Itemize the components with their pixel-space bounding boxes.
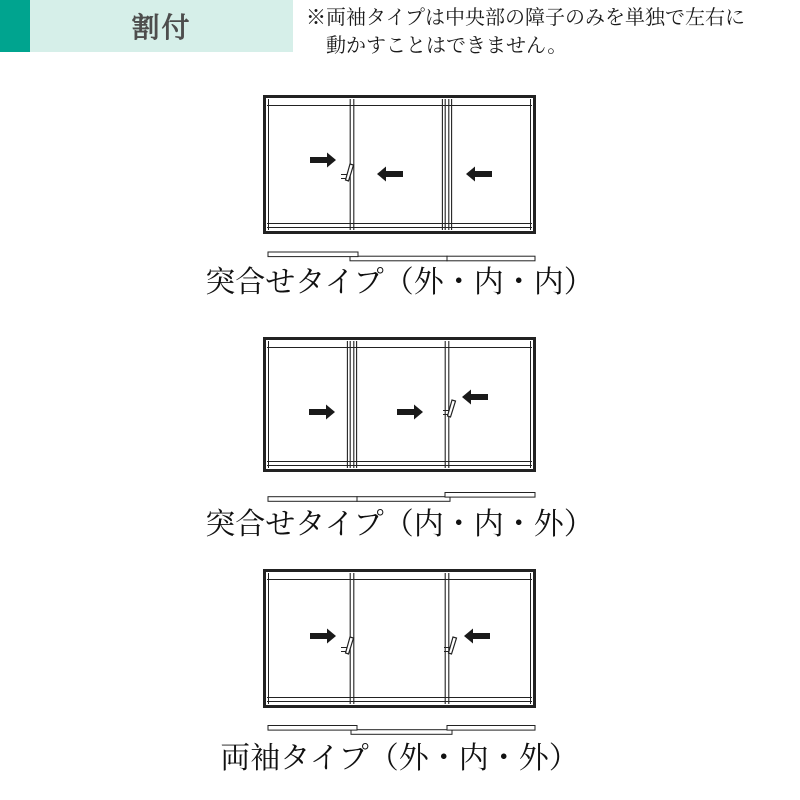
plan-track-inner [357,497,450,502]
diagram-caption-2: 突合せタイプ（内・内・外） [205,508,594,541]
plan-track-outer [268,726,357,731]
section-title: 割付 [131,12,192,43]
diagram-caption-3: 両袖タイプ（外・内・外） [220,742,579,775]
note-line-2: 動かすことはできません。 [326,35,568,57]
window-frame [265,339,535,471]
plan-track-inner [351,730,452,735]
plan-track-outer [447,726,535,731]
note-line-1: ※両袖タイプは中央部の障子のみを単独で左右に [306,7,745,29]
plan-track-inner [268,497,357,502]
window-diagram-1 [265,97,536,261]
window-diagram-2 [265,339,536,502]
plan-track-inner [447,256,535,261]
plan-track-inner [350,256,447,261]
plan-track-outer [268,252,358,257]
plan-view-3 [268,726,535,735]
window-diagram-3 [265,571,536,735]
plan-view-2 [268,493,535,502]
window-frame [265,97,535,233]
window-frame [265,571,535,707]
plan-view-1 [268,252,535,261]
diagram-caption-1: 突合せタイプ（外・内・内） [205,266,594,299]
plan-track-outer [445,493,535,498]
